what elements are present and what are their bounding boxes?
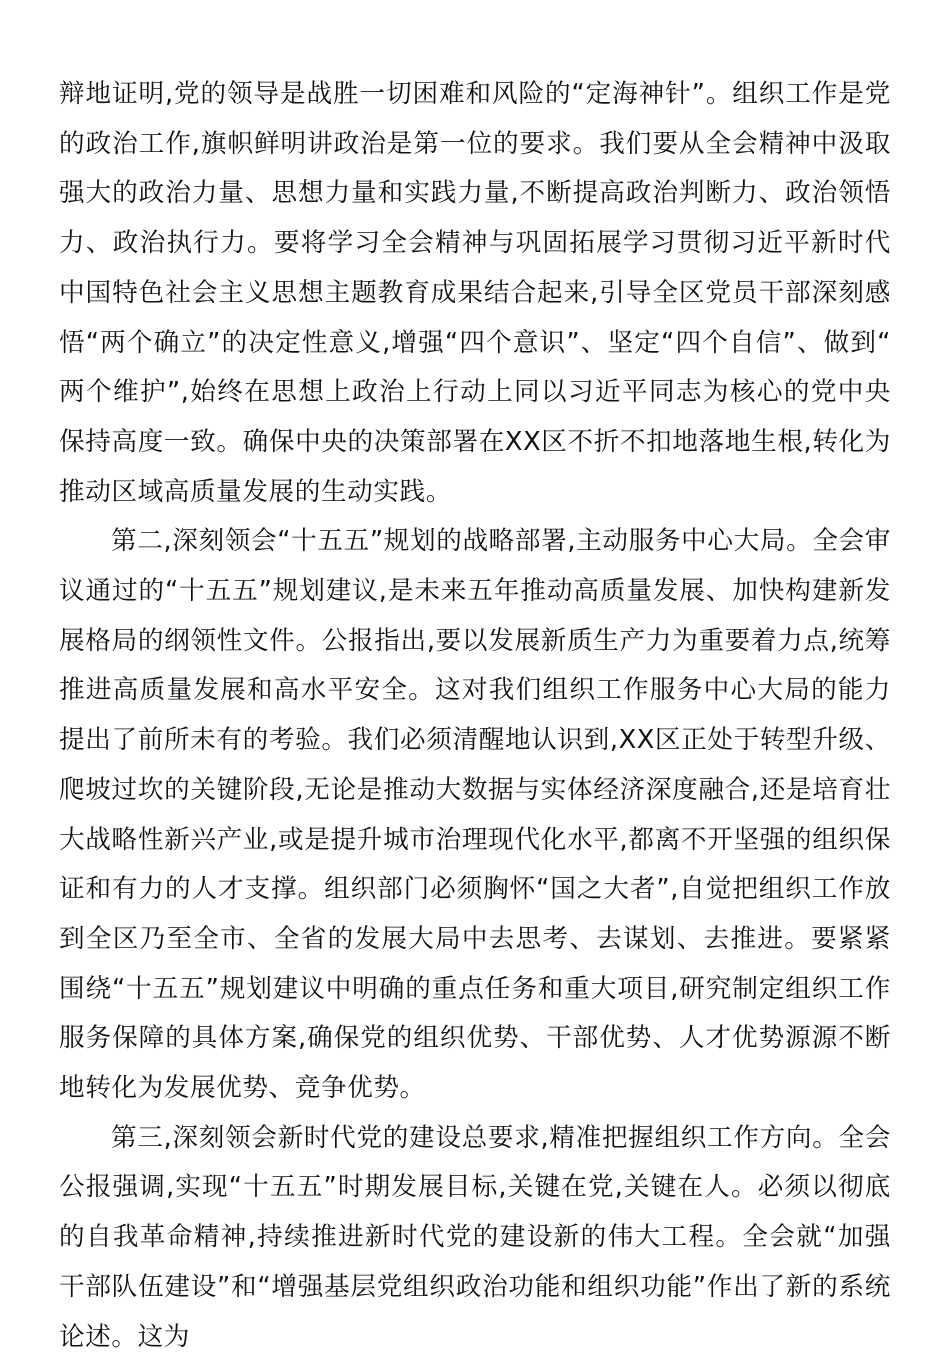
paragraph-second-point: 第二,深刻领会“十五五”规划的战略部署,主动服务中心大局。全会审议通过的“十五五”规划建议,是未来五年推动高质量发展、加快构建新发展格局的纲领性文件。公报指出,要以发展新质生产力为重要着力点,统筹推进高质量发展和高水平安全。这对我们组织工作服务中心大局的能力提出了前所未有的考验。我们必须清醒地认识到,XX区正处于转型升级、爬坡过坎的关键阶段,无论是推动大数据与实体经济深度融合,还是培育壮大战略性新兴产业,或是提升城市治理现代化水平,都离不开坚强的组织保证和有力的人才支撑。组织部门必须胸怀“国之大者”,自觉把组织工作放到全区乃至全市、全省的发展大局中去思考、去谋划、去推进。要紧紧围绕“十五五”规划建议中明确的重点任务和重大项目,研究制定组织工作服务保障的具体方案,确保党的组织优势、干部优势、人才优势源源不断地转化为发展优势、竞争优势。 [59,526,891,1104]
paragraph-continuation: 辩地证明,党的领导是战胜一切困难和风险的“定海神针”。组织工作是党的政治工作,旗帜鲜明讲政治是第一位的要求。我们要从全会精神中汲取强大的政治力量、思想力量和实践力量,不断提高政治判断力、政治领悟力、政治执行力。要将学习全会精神与巩固拓展学习贯彻习近平新时代中国特色社会主义思想主题教育成果结合起来,引导全区党员干部深刻感悟“两个确立”的决定性意义,增强“四个意识”、坚定“四个自信”、做到“两个维护”,始终在思想上政治上行动上同以习近平同志为核心的党中央保持高度一致。确保中央的决策部署在XX区不折不扣地落地生根,转化为推动区域高质量发展的生动实践。 [59,79,891,507]
paragraph-third-point: 第三,深刻领会新时代党的建设总要求,精准把握组织工作方向。全会公报强调,实现“十五五”时期发展目标,关键在党,关键在人。必须以彻底的自我革命精神,持续推进新时代党的建设新的伟大工程。全会就“加强干部队伍建设”和“增强基层党组织政治功能和组织功能”作出了新的系统论述。这为 [59,1122,891,1352]
document-body [59,70,891,1362]
